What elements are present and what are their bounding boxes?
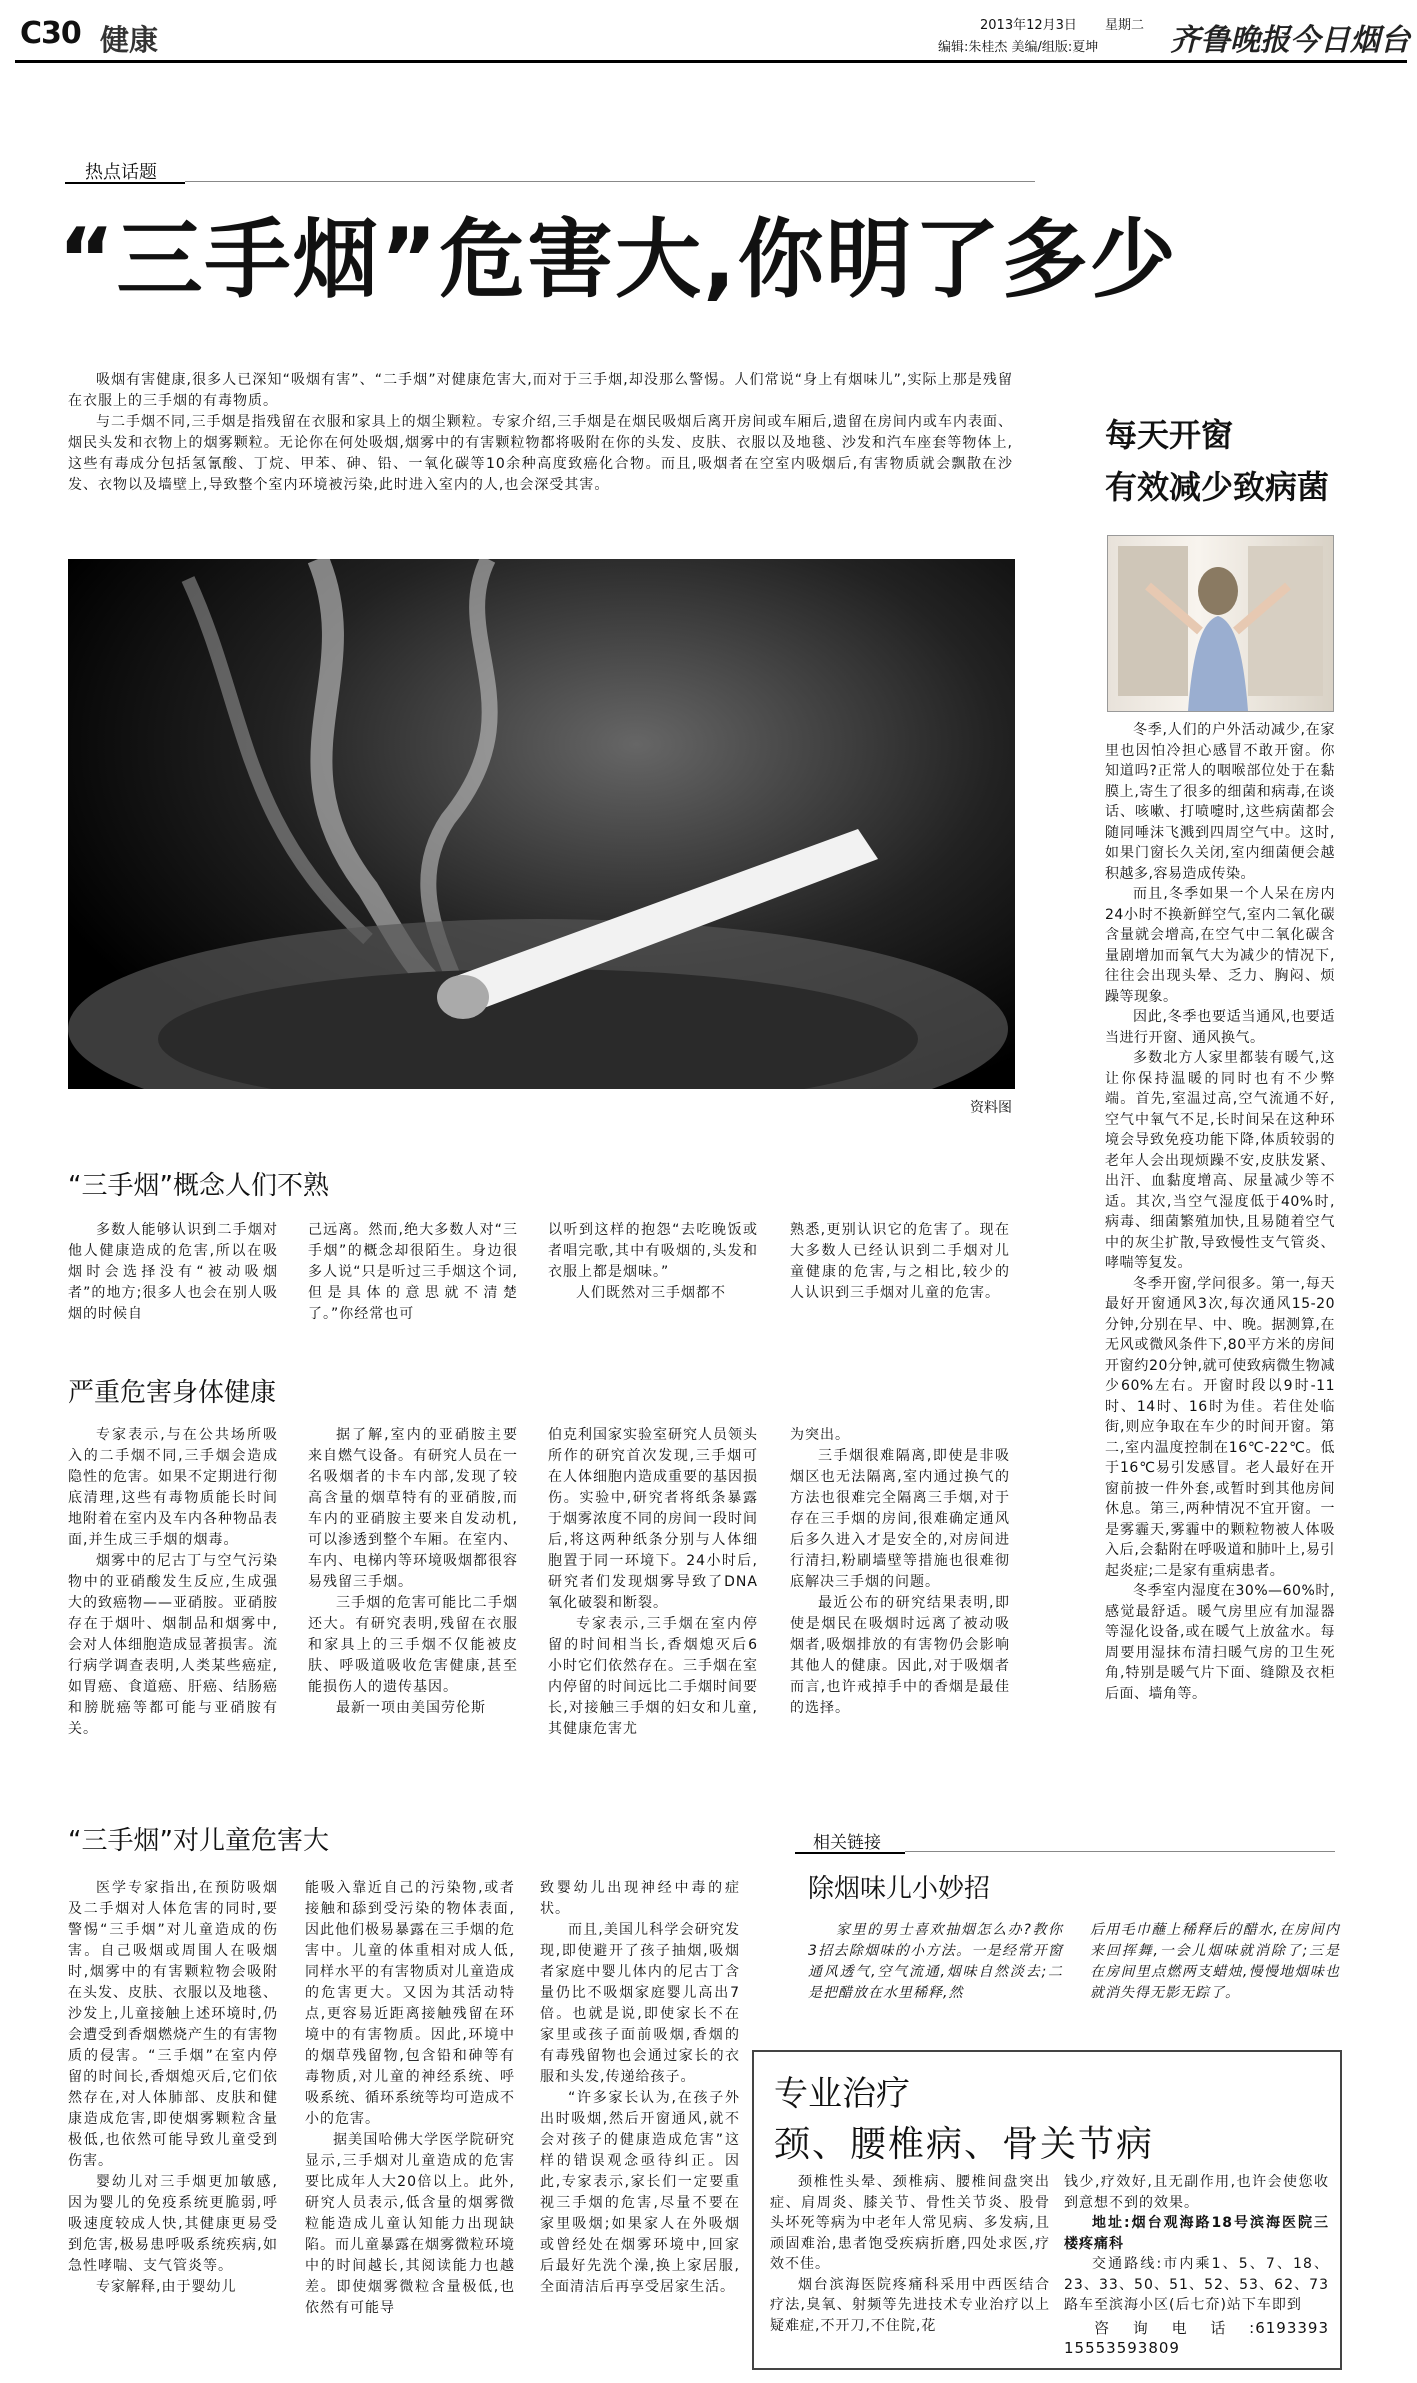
- paragraph: 熟悉,更别认识它的危害了。现在大多数人已经认识到二手烟对儿童健康的危害,与之相比,较少的人认识到三手烟对儿童的危害。: [790, 1222, 1010, 1301]
- section1-col2: [308, 1220, 518, 1325]
- section2-col3: [548, 1425, 758, 1740]
- lead-paragraph: 吸烟有害健康,很多人已深知“吸烟有害”、“二手烟”对健康危害大,而对于三手烟,却没那么警惕。人们常说“身上有烟味儿”,实际上那是残留在衣服上的三手烟的有毒物质。: [68, 372, 1013, 409]
- paragraph: 因此,冬季也要适当通风,也要适当进行开窗、通风换气。: [1105, 1009, 1335, 1046]
- paragraph: 据美国哈佛大学医学院研究显示,三手烟对儿童造成的危害要比成年人大20倍以上。此外,研究人员表示,低含量的烟雾微粒能造成儿童认知能力出现缺陷。而儿童暴露在烟雾微粒环境中的时间越长,其阅读能力也越差。即使烟雾微粒含量极低,也依然有可能导: [305, 2132, 515, 2316]
- paragraph: 据了解,室内的亚硝胺主要来自燃气设备。有研究人员在一名吸烟者的卡车内部,发现了较高含量的烟草特有的亚硝胺,而车内的亚硝胺主要来自发动机,可以渗透到整个车厢。在室内、车内、电梯内等环境吸烟都很容易残留三手烟。: [308, 1427, 518, 1590]
- page-number: C30: [20, 16, 81, 51]
- paragraph: 家里的男士喜欢抽烟怎么办?教你3招去除烟味的小方法。一是经常开窗通风透气,空气流通,烟味自然淡去;二是把醋放在水里稀释,然: [808, 1922, 1063, 2001]
- paragraph: 地址:烟台观海路18号滨海医院三楼疼痛科: [1064, 2215, 1329, 2252]
- woman-opening-window-photo: [1107, 535, 1334, 712]
- paragraph: 致婴幼儿出现神经中毒的症状。: [540, 1880, 740, 1917]
- ad-phone: 咨询电话:6193393 15553593809: [1064, 2318, 1329, 2357]
- paragraph: 专家解释,由于婴幼儿: [96, 2279, 237, 2295]
- section-name: 健康: [100, 23, 159, 57]
- weekday: 星期二: [1105, 18, 1145, 33]
- header-rule: [15, 60, 1407, 63]
- ad-box: [752, 2050, 1342, 2370]
- section3-title: “三手烟”对儿童危害大: [68, 1826, 329, 1856]
- paragraph: 以听到这样的抱怨“去吃晚饭或者唱完歌,其中有吸烟的,头发和衣服上都是烟味。”: [548, 1222, 758, 1280]
- related-col1: [808, 1920, 1063, 2004]
- edition-name: 今日烟台: [1290, 23, 1410, 58]
- date-line: 2013年12月3日: [980, 18, 1077, 33]
- paragraph: 婴幼儿对三手烟更加敏感,因为婴儿的免疫系统更脆弱,呼吸速度较成人快,其健康更易受到危害,极易患呼吸系统疾病,如急性哮喘、支气管炎等。: [68, 2174, 278, 2274]
- related-tag: [795, 1830, 905, 1854]
- headline: “三手烟”危害大,你明了多少: [58, 210, 1178, 310]
- ad-title: 专业治疗: [774, 2074, 910, 2114]
- cigarette-smoke-photo: [68, 559, 1015, 1089]
- paragraph: 人们既然对三手烟都不: [576, 1285, 726, 1301]
- ad-col1: [770, 2172, 1050, 2336]
- paragraph: 而且,冬季如果一个人呆在房内24小时不换新鲜空气,室内二氧化碳含量就会增高,在空气中二氧化碳含量剧增加而氧气大为减少的情况下,往往会出现头晕、乏力、胸闷、烦躁等现象。: [1105, 886, 1335, 1005]
- ad-col2: [1064, 2172, 1329, 2359]
- paragraph: 烟台滨海医院疼痛科采用中西医结合疗法,臭氧、射频等先进技术专业治疗以上疑难症,不开刀,不住院,花: [770, 2276, 1050, 2334]
- section3-col1: [68, 1878, 278, 2298]
- brand-name: 齐鲁晚报: [1170, 23, 1290, 58]
- section2-col2: [308, 1425, 518, 1719]
- paragraph: “许多家长认为,在孩子外出时吸烟,然后开窗通风,就不会对孩子的健康造成危害”这样的错误观念亟待纠正。因此,专家表示,家长们一定要重视三手烟的危害,尽量不要在家里吸烟;如果家人在外吸烟或曾经处在烟雾环境中,回家后最好先洗个澡,换上家居服,全面清洁后再享受居家生活。: [540, 2090, 740, 2295]
- section3-col3: [540, 1878, 740, 2298]
- paragraph: 钱少,疗效好,且无副作用,也许会使您收到意想不到的效果。: [1064, 2174, 1329, 2211]
- section2-col4: [790, 1425, 1010, 1719]
- paragraph: 最新一项由美国劳伦斯: [336, 1700, 486, 1716]
- topic-tag: [65, 160, 185, 184]
- sidebar-title-1: 每天开窗: [1105, 416, 1234, 454]
- related-tag-label: 相关链接: [813, 1833, 881, 1853]
- window-illustration: [1108, 536, 1333, 711]
- tag-line: [185, 181, 1035, 182]
- paragraph: 冬季室内湿度在30%—60%时,感觉最舒适。暖气房里应有加湿器等湿化设备,或在暖气上放盆水。每周要用湿抹布清扫暖气房的卫生死角,特别是暖气片下面、缝隙及衣柜后面、墙角等。: [1105, 1583, 1335, 1702]
- topic-tag-label: 热点话题: [85, 162, 157, 183]
- paragraph: 最近公布的研究结果表明,即使是烟民在吸烟时远离了被动吸烟者,吸烟排放的有害物仍会影响其他人的健康。因此,对于吸烟者而言,也许戒掉手中的香烟是最佳的选择。: [790, 1595, 1010, 1716]
- section1-title: “三手烟”概念人们不熟: [68, 1171, 329, 1201]
- section1-col3: [548, 1220, 758, 1304]
- paragraph: 为突出。: [790, 1427, 850, 1443]
- paragraph: 三手烟的危害可能比二手烟还大。有研究表明,残留在衣服和家具上的三手烟不仅能被皮肤、呼吸道吸收危害健康,甚至能损伤人的遗传基因。: [308, 1595, 518, 1695]
- newspaper-logo: [1170, 15, 1410, 59]
- paragraph: 伯克利国家实验室研究人员领头所作的研究首次发现,三手烟可在人体细胞内造成重要的基因损伤。实验中,研究者将纸条暴露于烟雾浓度不同的房间一段时间后,将这两种纸条分别与人体细胞置于同一环境下。24小时后,研究者们发现烟雾导致了DNA氧化破裂和断裂。: [548, 1427, 758, 1611]
- paragraph: 而且,美国儿科学会研究发现,即使避开了孩子抽烟,吸烟者家庭中婴儿体内的尼古丁含量仍比不吸烟家庭婴儿高出7倍。也就是说,即使家长不在家里或孩子面前吸烟,香烟的有毒残留物也会通过家长的衣服和头发,传递给孩子。: [540, 1922, 740, 2085]
- section3-col2: [305, 1878, 515, 2319]
- paragraph: 三手烟很难隔离,即使是非吸烟区也无法隔离,室内通过换气的方法也很难完全隔离三手烟,对于存在三手烟的房间,很难确定通风后多久进入才是安全的,对房间进行清扫,粉刷墙壁等措施也很难彻底解决三手烟的问题。: [790, 1448, 1010, 1590]
- paragraph: 后用毛巾蘸上稀释后的醋水,在房间内来回挥舞,一会儿烟味就消除了;三是在房间里点燃两支蜡烛,慢慢地烟味也就消失得无影无踪了。: [1090, 1922, 1340, 2001]
- paragraph: 专家表示,与在公共场所吸入的二手烟不同,三手烟会造成隐性的危害。如果不定期进行彻底清理,这些有毒物质能长时间地附着在室内及车内各种物品表面,并生成三手烟的烟毒。: [68, 1427, 278, 1548]
- paragraph: 颈椎性头晕、颈椎病、腰椎间盘突出症、肩周炎、膝关节、骨性关节炎、股骨头坏死等病为中老年人常见病、多发病,且顽固难治,患者饱受疾病折磨,四处求医,疗效不佳。: [770, 2174, 1050, 2272]
- related-title: 除烟味儿小妙招: [808, 1874, 991, 1904]
- paragraph: 多数人能够认识到二手烟对他人健康造成的危害,所以在吸烟时会选择没有“被动吸烟者”的地方;很多人也会在别人吸烟的时候自: [68, 1222, 278, 1322]
- paragraph: 医学专家指出,在预防吸烟及二手烟对人体危害的同时,要警惕“三手烟”对儿童造成的伤害。自己吸烟或周围人在吸烟时,烟雾中的有害颗粒物会吸附在头发、皮肤、衣服以及地毯、沙发上,儿童接触上述环境时,仍会遭受到香烟燃烧产生的有害物质的侵害。“三手烟”在室内停留的时间长,香烟熄灭后,它们依然存在,对人体肺部、皮肤和健康造成危害,即使烟雾颗粒含量极低,也依然可能导致儿童受到伤害。: [68, 1880, 278, 2169]
- smoke-illustration: [68, 559, 1015, 1089]
- editors-line: 编辑:朱桂杰 美编/组版:夏坤: [938, 40, 1099, 55]
- related-line: [905, 1851, 1335, 1852]
- lead-paragraph: 与二手烟不同,三手烟是指残留在衣服和家具上的烟尘颗粒。专家介绍,三手烟是在烟民吸烟后离开房间或车厢后,遗留在房间内或车内表面、烟民头发和衣物上的烟雾颗粒。无论你在何处吸烟,烟雾中的有害颗粒物都将吸附在你的头发、皮肤、衣服以及地毯、沙发和汽车座套等物体上,这些有毒成分包括氢氰酸、丁烷、甲苯、砷、铅、一氧化碳等10余种高度致癌化合物。而且,吸烟者在空室内吸烟后,有害物质就会飘散在沙发、衣物以及墙壁上,导致整个室内环境被污染,此时进入室内的人,也会深受其害。: [68, 414, 1013, 493]
- paragraph: 能吸入靠近自己的污染物,或者接触和舔到受污染的物体表面,因此他们极易暴露在三手烟的危害中。儿童的体重相对成人低,同样水平的有害物质对儿童造成的危害更大。又因为其活动特点,更容易近距离接触残留在环境中的有害物质。因此,环境中的烟草残留物,包含铅和砷等有毒物质,对儿童的神经系统、呼吸系统、循环系统等均可造成不小的危害。: [305, 1880, 515, 2127]
- ad-subtitle: 颈、腰椎病、骨关节病: [774, 2124, 1155, 2165]
- section1-col1: [68, 1220, 278, 1325]
- paragraph: 己远离。然而,绝大多数人对“三手烟”的概念却很陌生。身边很多人说“只是听过三手烟这个词,但是具体的意思就不清楚了。”你经常也可: [308, 1222, 518, 1322]
- paragraph: 冬季开窗,学问很多。第一,每天最好开窗通风3次,每次通风15-20分钟,分别在早、中、晚。据测算,在无风或微风条件下,80平方米的房间开窗约20分钟,就可使致病微生物减少60%左右。开窗时段以9时-11时、14时、16时为佳。若住处临街,则应争取在车少的时间开窗。第二,室内温度控制在16℃-22℃。低于16℃易引发感冒。老人最好在开窗前披一件外套,或暂时到其他房间休息。第三,两种情况不宜开窗。一是雾霾天,雾霾中的颗粒物被人体吸入后,会黏附在呼吸道和肺叶上,易引起炎症;二是家有重病患者。: [1105, 1275, 1335, 1579]
- paragraph: 专家表示,三手烟在室内停留的时间相当长,香烟熄灭后6小时它们依然存在。三手烟在室内停留的时间远比二手烟时间要长,对接触三手烟的妇女和儿童,其健康危害尤: [548, 1616, 758, 1737]
- sidebar-body: [1105, 720, 1335, 1704]
- photo-caption: 资料图: [970, 1100, 1012, 1116]
- section2-title: 严重危害身体健康: [68, 1378, 277, 1408]
- section1-col4: [790, 1220, 1010, 1304]
- sidebar-title-2: 有效减少致病菌: [1105, 468, 1330, 506]
- paragraph: 冬季,人们的户外活动减少,在家里也因怕冷担心感冒不敢开窗。你知道吗?正常人的咽喉部位处于在黏膜上,寄生了很多的细菌和病毒,在谈话、咳嗽、打喷嚏时,这些病菌都会随同唾沫飞溅到四周空气中。这时,如果门窗长久关闭,室内细菌便会越积越多,容易造成传染。: [1105, 722, 1335, 882]
- section2-col1: [68, 1425, 278, 1740]
- paragraph: 交通路线:市内乘1、5、7、18、23、33、50、51、52、53、62、73路车至滨海小区(后七夼)站下车即到: [1064, 2256, 1329, 2313]
- related-col2: [1090, 1920, 1340, 2004]
- paragraph: 烟雾中的尼古丁与空气污染物中的亚硝酸发生反应,生成强大的致癌物——亚硝胺。亚硝胺存在于烟叶、烟制品和烟雾中,会对人体细胞造成显著损害。流行病学调查表明,人类某些癌症,如胃癌、食道癌、肝癌、结肠癌和膀胱癌等都可能与亚硝胺有关。: [68, 1553, 278, 1737]
- lead-text: [68, 370, 1013, 496]
- paragraph: 多数北方人家里都装有暖气,这让你保持温暖的同时也有不少弊端。首先,室温过高,空气流通不好,空气中氧气不足,长时间呆在这种环境会导致免疫功能下降,体质较弱的老年人会出现烦躁不安,皮肤发紧、出汗、血黏度增高、尿量减少等不适。其次,当空气湿度低于40%时,病毒、细菌繁殖加快,且易随着空气中的灰尘扩散,导致慢性支气管炎、哮喘等复发。: [1105, 1050, 1335, 1271]
